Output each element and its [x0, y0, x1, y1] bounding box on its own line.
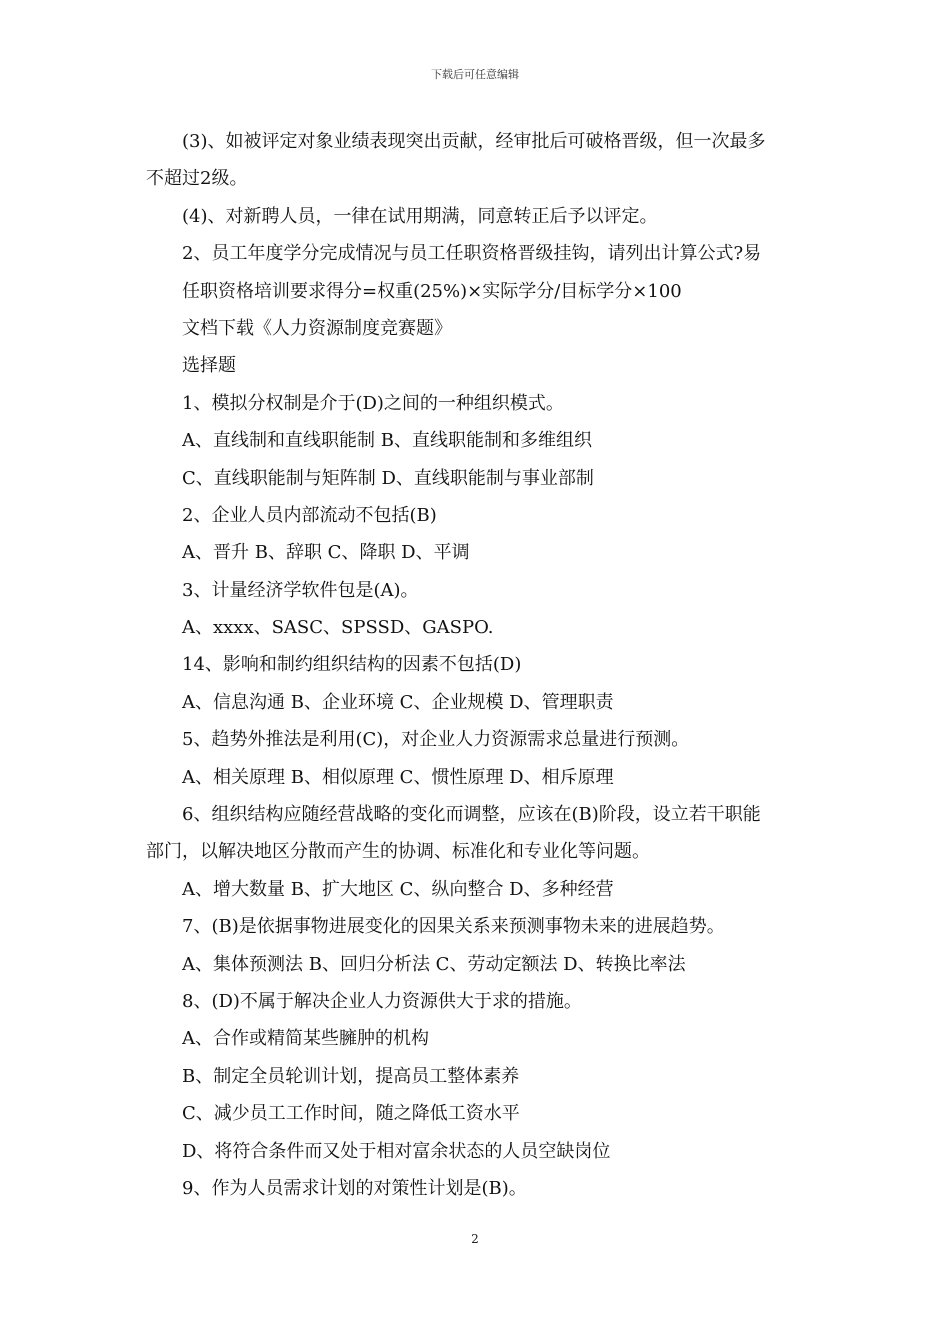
- text-line: A、集体预测法 B、回归分析法 C、劳动定额法 D、转换比率法: [182, 953, 686, 975]
- text-line: 7、(B)是依据事物进展变化的因果关系来预测事物未来的进展趋势。: [182, 916, 725, 938]
- text-line: A、xxxx、SASC、SPSSD、GASPO.: [182, 617, 494, 639]
- text-line: 8、(D)不属于解决企业人力资源供大于求的措施。: [182, 990, 582, 1012]
- text-line: 14、影响和制约组织结构的因素不包括(D): [182, 654, 522, 676]
- text-line: 任职资格培训要求得分=权重(25%)×实际学分/目标学分×100: [182, 280, 682, 302]
- text-line: (4)、对新聘人员，一律在试用期满，同意转正后予以评定。: [182, 205, 658, 227]
- text-line: A、晋升 B、辞职 C、降职 D、平调: [182, 542, 470, 564]
- text-line: A、增大数量 B、扩大地区 C、纵向整合 D、多种经营: [182, 878, 614, 900]
- text-line: 2、员工年度学分完成情况与员工任职资格晋级挂钩，请列出计算公式?易: [182, 243, 762, 265]
- page-header: 下载后可任意编辑: [431, 68, 519, 81]
- text-line: 选择题: [182, 355, 236, 377]
- text-line: 9、作为人员需求计划的对策性计划是(B)。: [182, 1177, 527, 1199]
- text-line: A、信息沟通 B、企业环境 C、企业规模 D、管理职责: [182, 691, 614, 713]
- text-line: A、合作或精简某些臃肿的机构: [182, 1028, 429, 1050]
- text-line: C、直线职能制与矩阵制 D、直线职能制与事业部制: [182, 467, 594, 489]
- text-line: (3)、如被评定对象业绩表现突出贡献，经审批后可破格晋级，但一次最多: [182, 131, 766, 152]
- text-line: 6、组织结构应随经营战略的变化而调整，应该在(B)阶段，设立若干职能: [182, 804, 761, 826]
- text-line: 1、模拟分权制是介于(D)之间的一种组织模式。: [182, 392, 564, 414]
- text-line: 文档下载《人力资源制度竞赛题》: [182, 317, 452, 339]
- document-body: [146, 123, 810, 1207]
- text-line: 5、趋势外推法是利用(C)，对企业人力资源需求总量进行预测。: [182, 729, 690, 751]
- text-line: 不超过2级。: [146, 168, 248, 190]
- text-line: B、制定全员轮训计划，提高员工整体素养: [182, 1065, 520, 1087]
- text-line: 部门，以解决地区分散而产生的协调、标准化和专业化等问题。: [146, 841, 650, 863]
- text-line: D、将符合条件而又处于相对富余状态的人员空缺岗位: [182, 1140, 611, 1162]
- text-line: 2、企业人员内部流动不包括(B): [182, 504, 437, 526]
- text-line: 3、计量经济学软件包是(A)。: [182, 579, 419, 601]
- text-line: A、直线制和直线职能制 B、直线职能制和多维组织: [182, 430, 592, 452]
- text-line: C、减少员工工作时间，随之降低工资水平: [182, 1103, 520, 1125]
- page-number: 2: [471, 1232, 479, 1246]
- text-line: A、相关原理 B、相似原理 C、惯性原理 D、相斥原理: [182, 766, 614, 788]
